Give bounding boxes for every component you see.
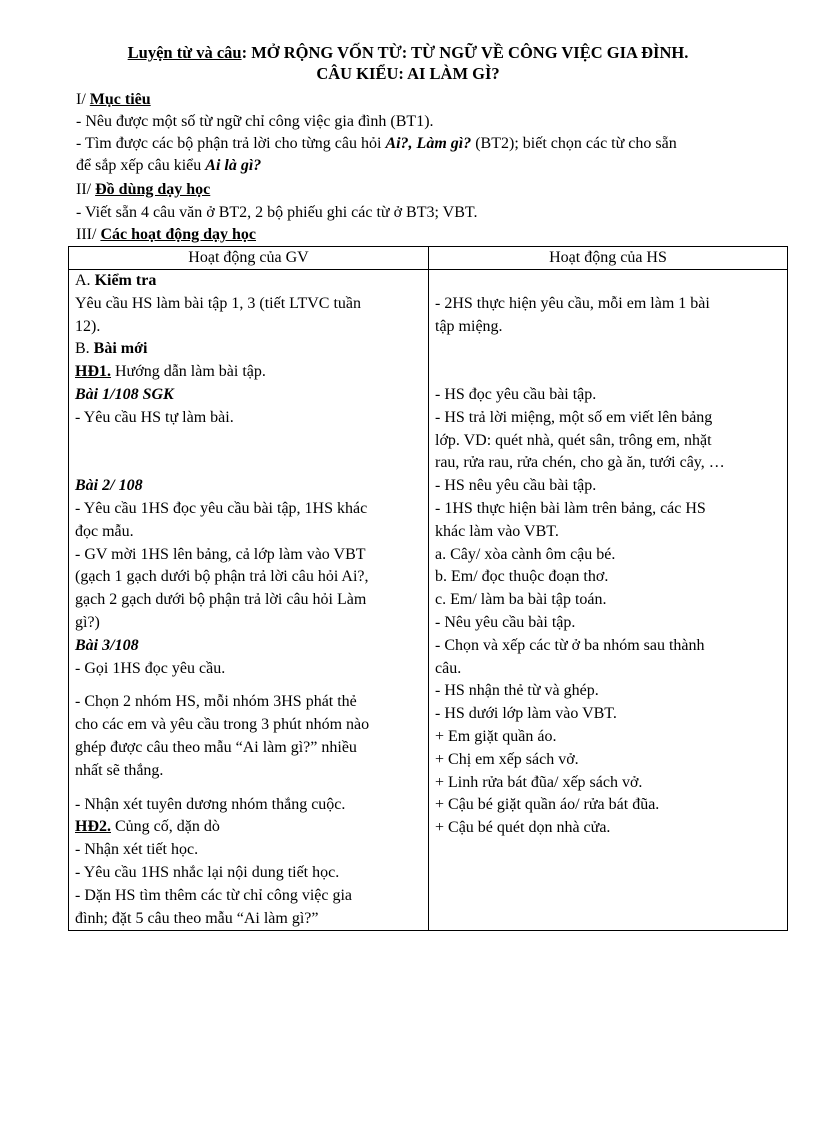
objective-line-3: để sắp xếp câu kiểu Ai là gì? (76, 157, 262, 174)
lesson-title-line1: Luyện từ và câu: MỞ RỘNG VỐN TỪ: TỪ NGỮ VỀ CÔNG VIỆC GIA ĐÌNH. (127, 43, 689, 62)
lesson-topic: MỞ RỘNG VỐN TỪ: TỪ NGỮ VỀ CÔNG VIỆC GIA ĐÌNH. (251, 43, 689, 62)
activities-table (68, 246, 788, 931)
bai1-heading: Bài 1/108 SGK (75, 385, 174, 403)
bai3-heading: Bài 3/108 (75, 636, 139, 654)
part-b-heading: B. Bài mới (75, 340, 148, 358)
gv-column-header: Hoạt động của GV (69, 247, 429, 270)
section-objectives-heading: I/ Mục tiêu (76, 91, 151, 108)
lesson-title-line2: CÂU KIỂU: AI LÀM GÌ? (316, 64, 500, 83)
bai2-heading: Bài 2/ 108 (75, 477, 143, 495)
table-header-row (69, 247, 788, 270)
hd2-heading: HĐ2. Củng cố, dặn dò (75, 818, 220, 836)
materials-title: Đồ dùng dạy học (95, 181, 211, 198)
section-activities-heading: III/ Các hoạt động dạy học (76, 226, 257, 243)
section-materials-heading: II/ Đồ dùng dạy học (76, 181, 211, 198)
activities-title: Các hoạt động dạy học (100, 226, 257, 243)
hs-activities-cell: - 2HS thực hiện yêu cầu, mỗi em làm 1 bài tập miệng. - HS đọc yêu cầu bài tập. - HS trả lời miệng, một số em viết lên bảng lớp. VD: quét nhà, quét sân, trông em, nhặt rau, rửa rau, rửa chén, cho gà ăn, tưới cây, … - HS nêu yêu cầu bài tập. - 1HS thực hiện bài làm trên bảng, các HS khác làm vào VBT. a. Cây/ xòa cành ôm cậu bé. b. Em/ đọc thuộc đoạn thơ. c. Em/ làm ba bài tập toán. - Nêu yêu cầu bài tập. - Chọn và xếp các từ ở ba nhóm sau thành câu. - HS nhận thẻ từ và ghép. - HS dưới lớp làm vào VBT. + Em giặt quần áo. + Chị em xếp sách vở. + Linh rửa bát đũa/ xếp sách vở. + Cậu bé giặt quần áo/ rửa bát đũa. + Cậu bé quét dọn nhà cửa. (429, 270, 788, 931)
subject-label: Luyện từ và câu (127, 43, 242, 62)
objective-line-2: - Tìm được các bộ phận trả lời cho từng câu hỏi Ai?, Làm gì? (BT2); biết chọn các từ cho sẵn (76, 135, 677, 152)
gv-activities-cell: A. Kiểm tra Yêu cầu HS làm bài tập 1, 3 (tiết LTVC tuần 12). B. Bài mới HĐ1. Hướng dẫn làm bài tập. Bài 1/108 SGK - Yêu cầu HS tự làm bài. Bài 2/ 108 - Yêu cầu 1HS đọc yêu cầu bài tập, 1HS khác đọc mẫu. - GV mời 1HS lên bảng, cả lớp làm vào VBT (gạch 1 gạch dưới bộ phận trả lời câu hỏi Ai?, gạch 2 gạch dưới bộ phận trả lời câu hỏi Làm gì?) Bài 3/108 - Gọi 1HS đọc yêu cầu. - Chọn 2 nhóm HS, mỗi nhóm 3HS phát thẻ cho các em và yêu cầu trong 3 phút nhóm nào ghép được câu theo mẫu “Ai làm gì?” nhiều nhất sẽ thắng. - Nhận xét tuyên dương nhóm thắng cuộc. HĐ2. Củng cố, dặn dò - Nhận xét tiết học. - Yêu cầu 1HS nhắc lại nội dung tiết học. - Dặn HS tìm thêm các từ chỉ công việc gia đình; đặt 5 câu theo mẫu “Ai làm gì?” (69, 270, 429, 931)
objective-line-1: - Nêu được một số từ ngữ chỉ công việc gia đình (BT1). (76, 113, 434, 130)
hd1-heading: HĐ1. Hướng dẫn làm bài tập. (75, 363, 266, 381)
objectives-title: Mục tiêu (89, 91, 151, 108)
table-body-row (69, 270, 788, 931)
hs-column-header: Hoạt động của HS (429, 247, 788, 270)
materials-line-1: - Viết sẵn 4 câu văn ở BT2, 2 bộ phiếu ghi các từ ở BT3; VBT. (76, 204, 478, 221)
part-a-heading: A. Kiểm tra (75, 272, 157, 289)
